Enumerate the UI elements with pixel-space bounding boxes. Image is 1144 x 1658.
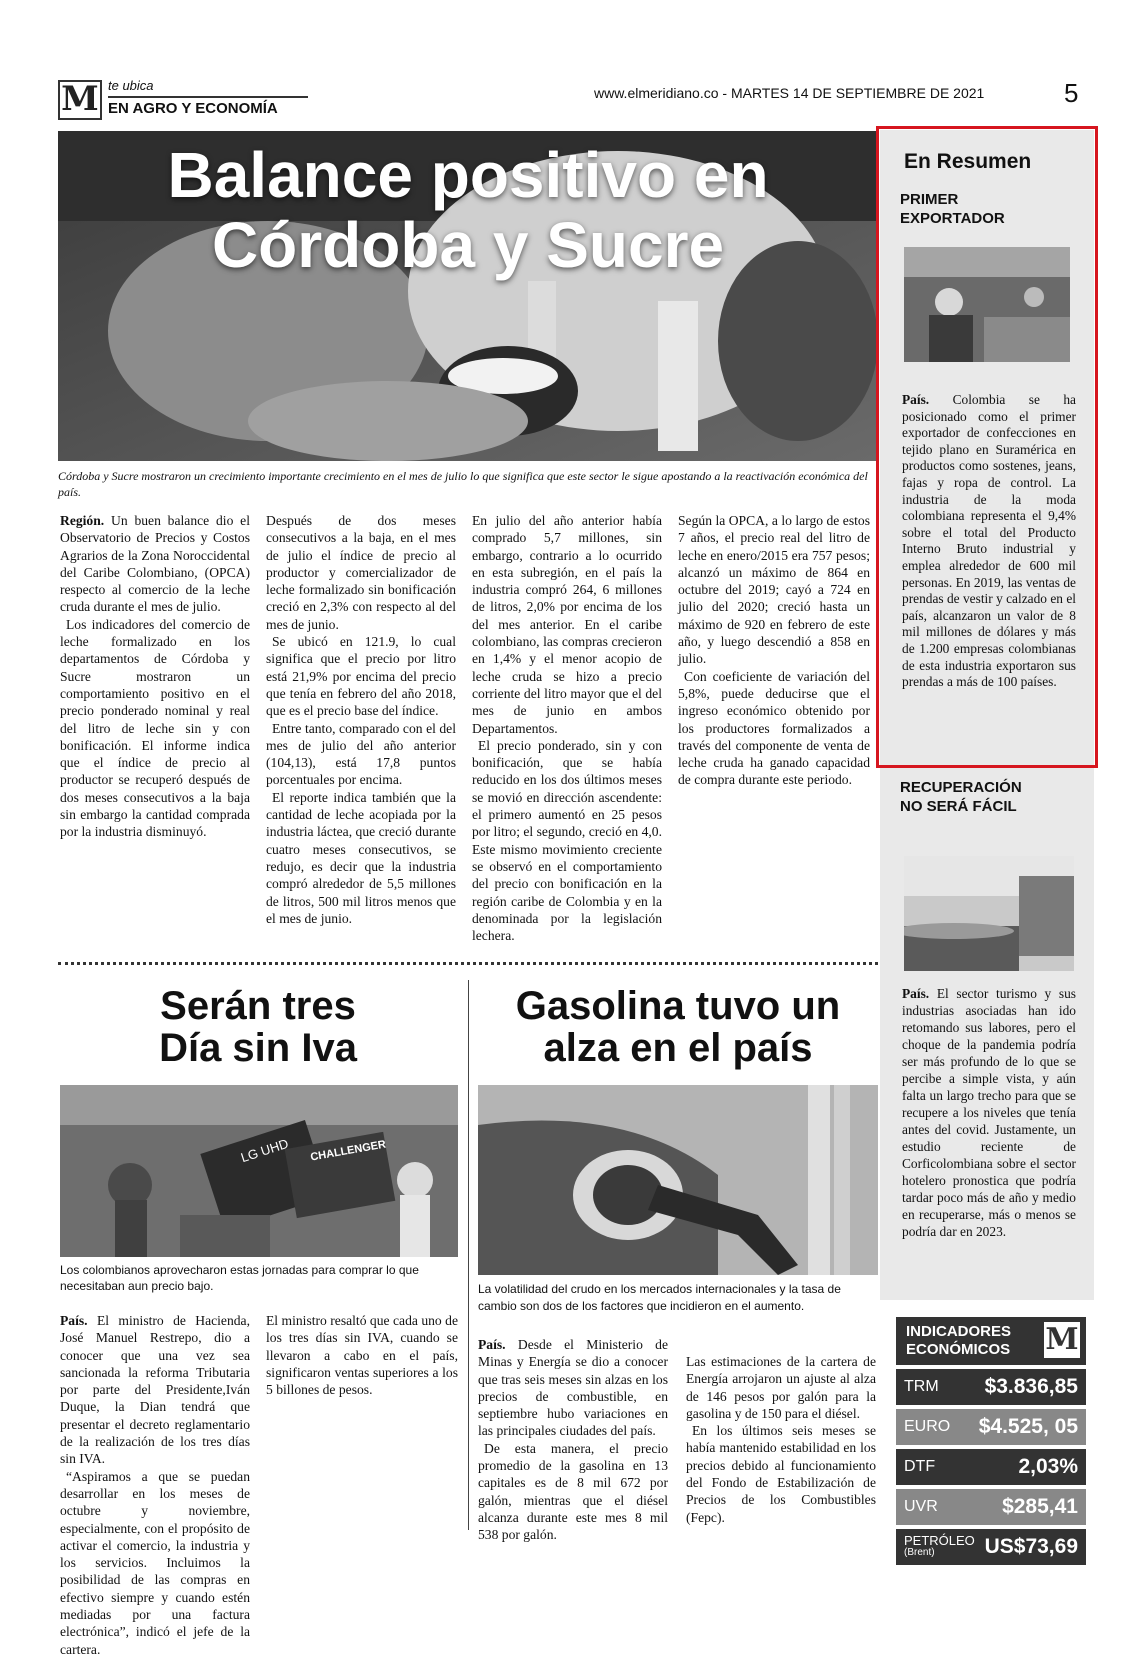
sidebar-heading: En Resumen: [904, 150, 1032, 173]
indicator-row-uvr: [896, 1489, 1086, 1525]
indicator-value: $3.836,85: [984, 1375, 1078, 1398]
main-story-p6: El reporte indica también que la cantidad de leche acopiada por la industria láctea, que creció durante cuatro meses consecutivos, se redujo, es decir que la industria compró alrededor de 5,5 millones de litros, 500 mil litros menos que el mes de junio.: [266, 789, 456, 926]
gasolina-lead: País.: [478, 1337, 506, 1352]
iva-p1: El ministro de Hacienda, José Manuel Restrepo, dio a conocer que una vez sea sancionada la reforma Tributaria por parte del Presidente,Iván Duque, la Dian tendrá que presentar el decreto reglamentario de la realización de los tres días sin IVA.: [60, 1313, 250, 1467]
main-story-p4: Se ubicó en 121.9, lo cual significa que el precio por litro está 21,9% por encima del precio que tenía en febrero del año 2018, que es el precio base del índice.: [266, 634, 456, 719]
main-story-paragraph: [60, 512, 250, 616]
fuel-pump-illustration: [478, 1085, 878, 1275]
sidebar-item1-title-line1: PRIMER: [900, 191, 959, 208]
iva-p2: “Aspiramos a que se puedan desarrollar en los meses de octubre y noviembre, especialmente, con el propósito de activar el comercio, la industria y los servicios. Incluimos la posibilidad de las compras en efectivo siempre y cuando estén mediadas por una factura electrónica”, indicó el jefe de la cartera.: [60, 1468, 250, 1657]
indicators-header: [896, 1317, 1086, 1365]
sidebar-item2-title-line1: RECUPERACIÓN: [900, 779, 1022, 796]
sidebar-item2-lead: País.: [902, 986, 930, 1001]
tv-box-label: LG UHD: [238, 1135, 291, 1166]
iva-column-2: [266, 1312, 458, 1398]
gasolina-column-1: [478, 1336, 668, 1544]
sidebar-item2-paragraph: [902, 985, 1076, 1240]
indicator-name: PETRÓLEO: [904, 1533, 975, 1548]
sidebar-item1-title-line2: EXPORTADOR: [900, 210, 1005, 227]
iva-headline: [58, 985, 458, 1069]
sidebar-item2-body: [902, 985, 1076, 1240]
sidebar-item1-paragraph: [902, 392, 1076, 691]
main-story-p5: Entre tanto, comparado con el del mes de julio del año anterior (104,13), está 17,8 puntos porcentuales por encima.: [266, 720, 456, 788]
section-name: EN AGRO Y ECONOMÍA: [108, 100, 278, 117]
indicators-title-line2: ECONÓMICOS: [906, 1341, 1011, 1358]
store-photo: [60, 1085, 458, 1257]
indicator-name-group: [904, 1535, 975, 1559]
sidebar-item2-title: [900, 778, 1022, 816]
indicator-name: DTF: [904, 1458, 936, 1475]
indicator-name: TRM: [904, 1378, 939, 1395]
main-story-p9: Según la OPCA, a lo largo de estos 7 años, el precio real del litro de leche en enero/2015 era 757 pesos; alcanzó un máximo de 864 en octubre del 2019; cayó a 724 en julio del 2020; creció hasta un máximo de 920 en febrero de este año, y luego descendió a 858 en julio.: [678, 513, 870, 667]
indicator-row-euro: [896, 1409, 1086, 1445]
gasolina-p2: De esta manera, el precio promedio de la gasolina en 13 capitales es de 8 mil 672 por galón, mientras que el diésel alcanza durante este mes 8 mil 538 por galón.: [478, 1440, 668, 1543]
main-headline: [58, 140, 878, 280]
main-story-column-2: [266, 512, 456, 927]
main-story-column-1: [60, 512, 250, 841]
sidebar-item2-text: El sector turismo y sus industrias asociadas han ido retomando sus labores, pero el choque de la pandemia podría ser más profundo de lo que se percibe a simple vista, y aún falta un largo trecho para que se recupere a los niveles que tenía antes del covid. Justamente, un estudio reciente de Corficolombiana sobre el sector hotelero pronostica que podría tardar poco más de año y medio en recuperarse, más o menos se podría dar en 2023.: [902, 986, 1076, 1239]
dateline: www.elmeridiano.co - MARTES 14 DE SEPTIEMBRE DE 2021: [594, 85, 985, 101]
main-story-p1: Un buen balance dio el Observatorio de Precios y Costos Agrarios de la Zona Noroccidental del Caribe Colombiano, (OPCA) respecto al comercio de la leche cruda durante el mes de julio.: [60, 513, 250, 615]
indicators-title-line1: INDICADORES: [906, 1323, 1012, 1340]
main-headline-line2: Córdoba y Sucre: [211, 209, 725, 281]
indicator-value: $4.525, 05: [978, 1415, 1078, 1438]
iva-paragraph: [60, 1312, 250, 1468]
indicator-subname: (Brent): [904, 1547, 935, 1558]
beach-hotel-photo: [904, 856, 1074, 971]
main-story-p3: Después de dos meses consecutivos a la baja, en el mes de julio el índice de precio al productor y comercializador de leche formalizado sin bonificación creció en 2,3% con respecto al del mes de junio.: [266, 513, 456, 632]
iva-headline-line1: Serán tres: [160, 984, 356, 1028]
main-story-lead: Región.: [60, 513, 105, 528]
gasolina-p3: Las estimaciones de la cartera de Energía arrojaron un ajuste al alza de 146 pesos por galón para la gasolina y de 150 para el diésel.: [686, 1354, 876, 1421]
sidebar-item2-title-line2: NO SERÁ FÁCIL: [900, 798, 1017, 815]
indicator-value: $285,41: [1002, 1495, 1078, 1518]
sidebar-item1-title: [900, 190, 1005, 228]
fuel-pump-photo: [478, 1085, 878, 1275]
beach-illustration: [904, 856, 1074, 971]
iva-headline-line2: Día sin Iva: [159, 1026, 357, 1070]
sidebar-item1-lead: País.: [902, 392, 930, 407]
main-story-p2: Los indicadores del comercio de leche formalizado en los departamentos de Córdoba y Sucre mostraron un comportamiento positivo en el precio ponderado nominal y real del litro de leche sin y con bonificación. El informe indica que el índice de precio al productor se recuperó después de dos meses consecutivos a la baja sin embargo la cantidad comprada por la industria disminuyó.: [60, 616, 250, 840]
indicator-value: 2,03%: [1018, 1455, 1078, 1478]
newspaper-logo: M: [58, 80, 102, 120]
tv-box-brand: CHALLENGER: [309, 1138, 387, 1164]
indicator-name: UVR: [904, 1498, 938, 1515]
section-kicker: te ubica: [108, 78, 154, 93]
main-story-p7: En julio del año anterior había comprado 5,7 millones, sin embargo, contrario a lo ocurrido en esta subregión, en el país la industria compró 264, 6 millones de litros, 2,0% por encima de los del mes anterior. En el caribe colombiano, las compras crecieron en 1,4% y el menor acopio de leche cruda se hizo a precio corriente del litro mayor que el del mes de junio en ambos Departamentos.: [472, 513, 662, 736]
main-story-p8: El precio ponderado, sin y con bonificación, que se había reducido en los dos últimos meses se movió en dirección ascendente: el primero aumentó en 25 pesos por litro; el segundo, creció en 4,0. Este mismo movimiento creciente se observó en el comportamiento del precio con bonificación en la región caribe de Colombia y en la denominada por la legislación lechera.: [472, 737, 662, 944]
gasolina-headline: [478, 985, 878, 1069]
store-photo-caption: Los colombianos aprovecharon estas jornadas para comprar lo que necesitaban aun precio bajo.: [60, 1263, 419, 1293]
gasolina-headline-line1: Gasolina tuvo un: [515, 984, 841, 1028]
textile-factory-photo: [904, 247, 1070, 362]
indicators-list: [896, 1369, 1086, 1569]
indicators-logo: M: [1045, 1322, 1079, 1357]
main-headline-line1: Balance positivo en: [167, 139, 769, 211]
main-story-p10: Con coeficiente de variación del 5,8%, puede deducirse que el ingreso económico obtenido por los productores formalizados a través del componente de venta de leche cruda ha ganado capacidad de compra durante este periodo.: [678, 668, 870, 788]
textile-illustration: [904, 247, 1070, 362]
indicators-title: [906, 1323, 1011, 1359]
iva-lead: País.: [60, 1313, 88, 1328]
indicator-value: US$73,69: [984, 1535, 1078, 1558]
gasolina-p4: En los últimos seis meses se había mantenido estabilidad en los precios debido al funcionamiento del Fondo de Estabilización de Precios de los Combustibles (Fepc).: [686, 1423, 876, 1525]
gasolina-p1: Desde el Ministerio de Minas y Energía se dio a conocer que tras seis meses sin alzas en los precios de combustible, en septiembre hubo variaciones en las principales ciudades del país.: [478, 1337, 668, 1439]
indicator-name: EURO: [904, 1418, 951, 1435]
dotted-separator: [58, 962, 878, 968]
main-story-column-3: [472, 512, 662, 944]
sidebar-item1-body: [902, 392, 1076, 691]
gasolina-column-2: [686, 1353, 876, 1526]
main-story-column-4: [678, 512, 870, 789]
iva-p3: El ministro resaltó que cada uno de los tres días sin IVA, cuando se llevaron a cabo en el país, significaron ventas superiores a los 5 billones de pesos.: [266, 1313, 458, 1398]
gasolina-headline-line2: alza en el país: [543, 1026, 813, 1070]
indicator-row-trm: [896, 1369, 1086, 1405]
fuel-photo-caption: La volatilidad del crudo en los mercados internacionales y la tasa de cambio son dos de los factores que incidieron en el aumento.: [478, 1282, 841, 1313]
indicator-row-petroleo: [896, 1529, 1086, 1565]
store-illustration: [60, 1085, 458, 1257]
gasolina-paragraph: [478, 1336, 668, 1440]
indicator-row-dtf: [896, 1449, 1086, 1485]
sidebar-item1-text: Colombia se ha posicionado como el primer exportador de confecciones en tejido plano en Suramérica en productos como sostenes, jeans, fajas y ropa de control. La industria de la moda colombiana representa el 9,4% sobre el total del Producto Interno Bruto industrial y emplea alrededor de 600 mil personas. En 2019, las ventas de prendas de vestir y calzado en el país, alcanzaron un valor de 8 mil millones de dólares y más de 1.200 empresas colombianas de esta industria exportaron sus prendas a más de 100 países.: [902, 392, 1076, 690]
section-rule: [108, 96, 308, 98]
iva-column-1: [60, 1312, 250, 1658]
column-separator: [468, 980, 469, 1530]
page-number: 5: [1064, 78, 1079, 108]
main-photo-caption: Córdoba y Sucre mostraron un crecimiento importante crecimiento en el mes de julio lo que significa que este sector le sigue apostando a la reactivación económica del país.: [58, 469, 868, 499]
